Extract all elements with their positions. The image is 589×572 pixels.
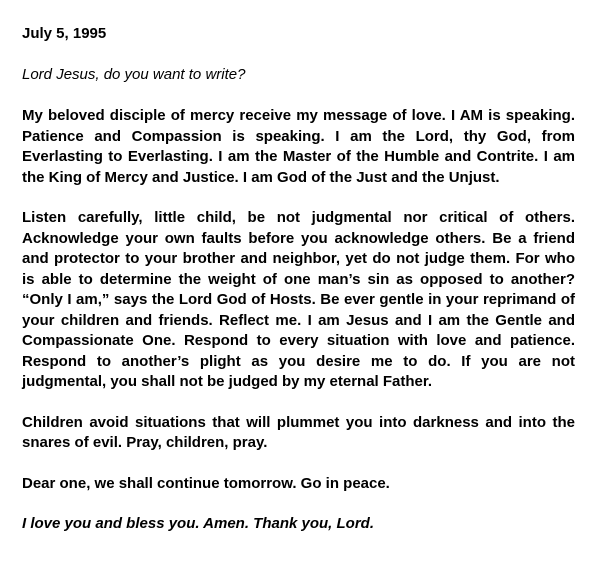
paragraph-farewell: Dear one, we shall continue tomorrow. Go in peace. [22, 474, 390, 492]
document-page [22, 24, 575, 535]
paragraph-love-message: My beloved disciple of mercy receive my message of love. I AM is speaking. Patience and Compassion is speaking. I am the Lord, thy God, from Everlasting to Everlasting. I am the Master of the Humble and Contrite. I am the King of Mercy and Justice. I am God of the Just and the Unjust. [22, 107, 575, 186]
message-date: July 5, 1995 [22, 25, 107, 42]
paragraph-do-not-judge: Listen carefully, little child, be not judgmental nor critical of others. Acknowledge your own faults before you acknowledge others. Be a friend and protector to your brother and neighbor, yet do not judge them. For who is able to determine the weight of one man’s sin as opposed to another? “Only I am,” says the Lord God of Hosts. Be ever gentle in your reprimand of your children and friends. Reflect me. I am Jesus and I am the Gentle and Compassionate One. Respond to every situation with love and patience. Respond to another’s plight as you desire me to do. If you are not judgmental, you shall not be judged by my eternal Father. [22, 209, 575, 390]
closing-blessing: I love you and bless you. Amen. Thank you, Lord. [22, 515, 375, 532]
opening-question: Lord Jesus, do you want to write? [22, 65, 246, 83]
paragraph-avoid-darkness: Children avoid situations that will plummet you into darkness and into the snares of evil. Pray, children, pray. [22, 413, 575, 451]
